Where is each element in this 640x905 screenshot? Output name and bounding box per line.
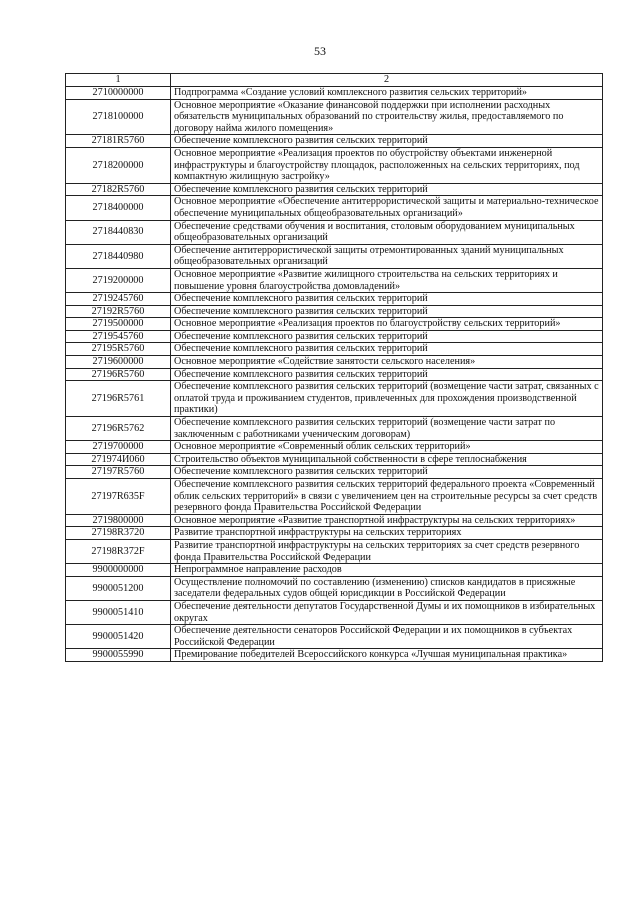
- table-row: [66, 625, 603, 649]
- row-name: Обеспечение комплексного развития сельских территорий: [171, 135, 603, 148]
- row-code: 2719600000: [66, 356, 171, 369]
- row-name: Обеспечение комплексного развития сельских территорий: [171, 305, 603, 318]
- table-row: [66, 453, 603, 466]
- row-code: 2718400000: [66, 196, 171, 220]
- row-code: 2718100000: [66, 99, 171, 135]
- table-row: [66, 466, 603, 479]
- table-row: [66, 330, 603, 343]
- row-code: 9900000000: [66, 564, 171, 577]
- table-row: [66, 479, 603, 515]
- row-code: 271974И060: [66, 453, 171, 466]
- table-row: [66, 87, 603, 100]
- table-row: [66, 649, 603, 662]
- column-header-code: 1: [66, 74, 171, 87]
- table-row: [66, 244, 603, 268]
- row-code: 2719700000: [66, 441, 171, 454]
- row-name: Строительство объектов муниципальной собственности в сфере теплоснабжения: [171, 453, 603, 466]
- row-name: Обеспечение комплексного развития сельских территорий: [171, 330, 603, 343]
- row-code: 27198R372F: [66, 539, 171, 563]
- row-code: 27192R5760: [66, 305, 171, 318]
- row-code: 9900055990: [66, 649, 171, 662]
- table-row: [66, 356, 603, 369]
- table-row: [66, 183, 603, 196]
- row-name: Основное мероприятие «Развитие транспортной инфраструктуры на сельских территориях»: [171, 514, 603, 527]
- table-row: [66, 514, 603, 527]
- table-row: [66, 293, 603, 306]
- table-row: [66, 539, 603, 563]
- row-name: Непрограммное направление расходов: [171, 564, 603, 577]
- row-code: 2718440830: [66, 220, 171, 244]
- row-code: 2719545760: [66, 330, 171, 343]
- row-code: 27197R5760: [66, 466, 171, 479]
- row-name: Обеспечение комплексного развития сельских территорий: [171, 183, 603, 196]
- row-name: Развитие транспортной инфраструктуры на сельских территориях за счет средств резервного фонда Правительства Российской Федерации: [171, 539, 603, 563]
- row-name: Обеспечение антитеррористической защиты отремонтированных зданий муниципальных общеобразовательных организаций: [171, 244, 603, 268]
- table-row: [66, 99, 603, 135]
- row-name: Обеспечение комплексного развития сельских территорий: [171, 368, 603, 381]
- row-name: Обеспечение комплексного развития сельских территорий: [171, 293, 603, 306]
- row-name: Основное мероприятие «Обеспечение антитеррористической защиты и материально-техническое обеспечение муниципальных общеобразовательных организаций»: [171, 196, 603, 220]
- page-number: 53: [314, 44, 326, 58]
- row-name: Подпрограмма «Создание условий комплексного развития сельских территорий»: [171, 87, 603, 100]
- row-code: 27198R3720: [66, 527, 171, 540]
- row-name: Осуществление полномочий по составлению (изменению) списков кандидатов в присяжные заседатели федеральных судов общей юрисдикции в Российской Федерации: [171, 576, 603, 600]
- row-code: 2719245760: [66, 293, 171, 306]
- row-name: Основное мероприятие «Современный облик сельских территорий»: [171, 441, 603, 454]
- budget-classification-table: [65, 73, 603, 662]
- row-name: Обеспечение средствами обучения и воспитания, столовым оборудованием муниципальных общеобразовательных организаций: [171, 220, 603, 244]
- table-row: [66, 135, 603, 148]
- row-code: 27182R5760: [66, 183, 171, 196]
- row-code: 9900051410: [66, 600, 171, 624]
- table-row: [66, 381, 603, 417]
- table-header-row: [66, 74, 603, 87]
- row-code: 27181R5760: [66, 135, 171, 148]
- table-row: [66, 305, 603, 318]
- row-code: 27197R635F: [66, 479, 171, 515]
- row-name: Обеспечение комплексного развития сельских территорий: [171, 343, 603, 356]
- table-row: [66, 196, 603, 220]
- row-name: Основное мероприятие «Содействие занятости сельского населения»: [171, 356, 603, 369]
- row-code: 2719200000: [66, 268, 171, 292]
- table-row: [66, 527, 603, 540]
- row-code: 9900051420: [66, 625, 171, 649]
- table-row: [66, 441, 603, 454]
- table-row: [66, 564, 603, 577]
- column-header-name: 2: [171, 74, 603, 87]
- row-code: 27195R5760: [66, 343, 171, 356]
- row-name: Обеспечение деятельности депутатов Государственной Думы и их помощников в избирательных округах: [171, 600, 603, 624]
- row-code: 2719800000: [66, 514, 171, 527]
- row-code: 2718200000: [66, 147, 171, 183]
- row-name: Основное мероприятие «Оказание финансовой поддержки при исполнении расходных обязательств муниципальных образований по строительству жилья, предоставляемого по договору найма жилого помещения»: [171, 99, 603, 135]
- table-row: [66, 147, 603, 183]
- row-code: 9900051200: [66, 576, 171, 600]
- row-name: Премирование победителей Всероссийского конкурса «Лучшая муниципальная практика»: [171, 649, 603, 662]
- row-name: Развитие транспортной инфраструктуры на сельских территориях: [171, 527, 603, 540]
- row-code: 27196R5762: [66, 417, 171, 441]
- row-code: 27196R5760: [66, 368, 171, 381]
- table-row: [66, 318, 603, 331]
- table-row: [66, 576, 603, 600]
- row-code: 2719500000: [66, 318, 171, 331]
- row-name: Основное мероприятие «Реализация проектов по обустройству объектами инженерной инфраструктуры и благоустройству площадок, расположенных на сельских территориях, под компактную жилищную застройку»: [171, 147, 603, 183]
- table-row: [66, 368, 603, 381]
- table-row: [66, 600, 603, 624]
- row-name: Основное мероприятие «Развитие жилищного строительства на сельских территориях и повышение уровня благоустройства домовладений»: [171, 268, 603, 292]
- table-row: [66, 220, 603, 244]
- row-code: 2718440980: [66, 244, 171, 268]
- table-row: [66, 343, 603, 356]
- table-row: [66, 268, 603, 292]
- row-code: 27196R5761: [66, 381, 171, 417]
- row-name: Обеспечение деятельности сенаторов Российской Федерации и их помощников в субъектах Российской Федерации: [171, 625, 603, 649]
- row-name: Обеспечение комплексного развития сельских территорий федерального проекта «Современный облик сельских территорий» в связи с увеличением цен на строительные ресурсы за счет средств резервного фонда Правительства Российской Федерации: [171, 479, 603, 515]
- table-row: [66, 417, 603, 441]
- row-name: Обеспечение комплексного развития сельских территорий: [171, 466, 603, 479]
- row-code: 2710000000: [66, 87, 171, 100]
- row-name: Основное мероприятие «Реализация проектов по благоустройству сельских территорий»: [171, 318, 603, 331]
- row-name: Обеспечение комплексного развития сельских территорий (возмещение части затрат по заключенным с работниками ученическим договорам): [171, 417, 603, 441]
- row-name: Обеспечение комплексного развития сельских территорий (возмещение части затрат, связанных с оплатой труда и проживанием студентов, привлеченных для прохождения производственной практики): [171, 381, 603, 417]
